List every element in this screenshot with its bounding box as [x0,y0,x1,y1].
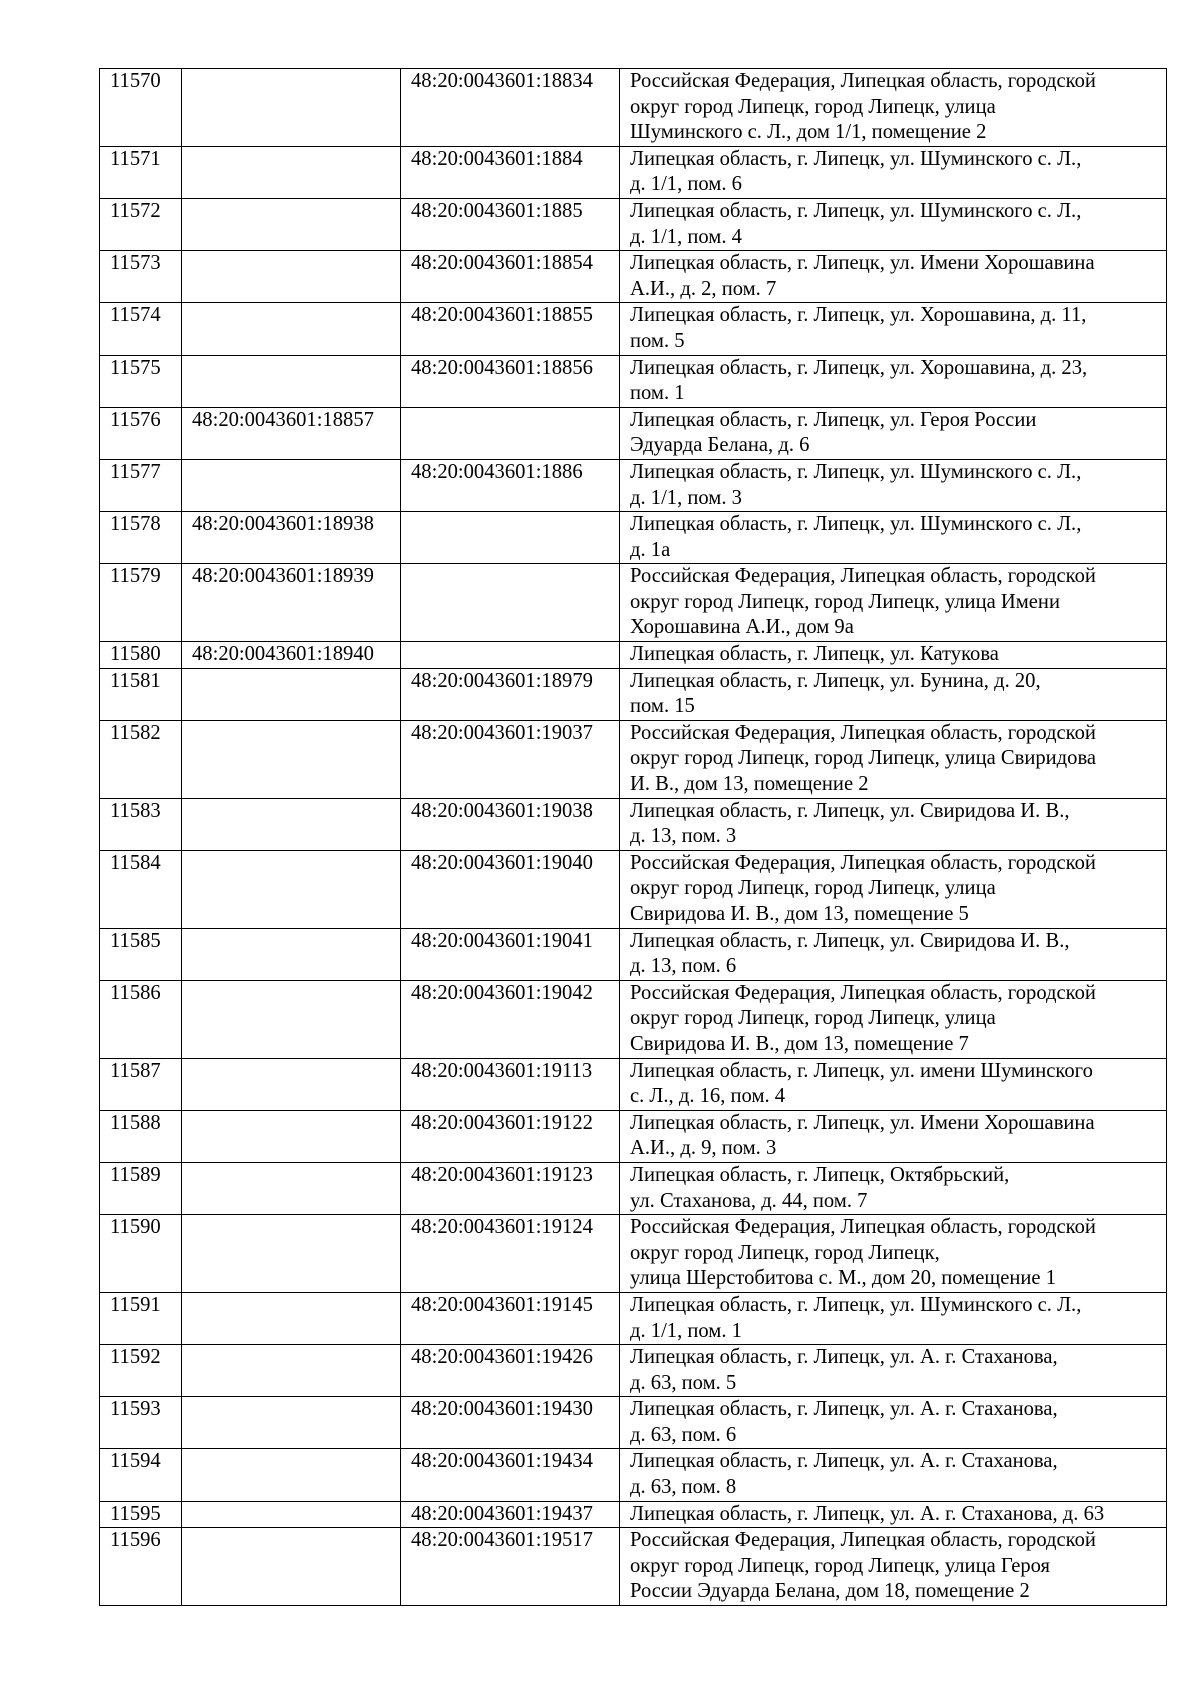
address-line: д. 1/1, пом. 1 [630,1319,742,1342]
address-line: Свиридова И. В., дом 13, помещение 7 [630,1032,969,1055]
address-line: Липецкая область, г. Липецк, ул. А. г. Стаханова, д. 63 [630,1502,1105,1525]
premises-cadastral-number-cell: 48:20:0043601:18979 [401,668,620,720]
cadastral-number-cell [182,798,401,850]
premises-cadastral-number-cell: 48:20:0043601:18834 [401,69,620,147]
address-line: Российская Федерация, Липецкая область, городской [630,565,1096,588]
address-cell [620,1501,1167,1528]
address-line: А.И., д. 9, пом. 3 [630,1137,777,1160]
table-row [100,798,1167,850]
row-number-cell: 11578 [100,512,182,564]
address-line: Липецкая область, г. Липецк, ул. Имени Хорошавина [630,252,1095,275]
table-row [100,1110,1167,1162]
table-row [100,1162,1167,1214]
premises-cadastral-number-cell: 48:20:0043601:19038 [401,798,620,850]
cadastral-number-cell [182,1345,401,1397]
table-row [100,668,1167,720]
premises-cadastral-number-cell: 48:20:0043601:19437 [401,1501,620,1528]
cadastral-number-cell [182,980,401,1058]
address-cell [620,303,1167,355]
address-cell [620,407,1167,459]
table-row [100,251,1167,303]
address-cell [620,798,1167,850]
address-cell [620,720,1167,798]
row-number-cell: 11574 [100,303,182,355]
table-row [100,1528,1167,1606]
address-cell [620,642,1167,669]
property-register-table [99,68,1167,1606]
premises-cadastral-number-cell: 48:20:0043601:18856 [401,355,620,407]
premises-cadastral-number-cell [401,512,620,564]
table-row [100,1215,1167,1293]
row-number-cell: 11575 [100,355,182,407]
address-line: округ город Липецк, город Липецк, улица Героя [630,1554,1051,1577]
address-line: И. В., дом 13, помещение 2 [630,773,869,796]
address-line: Липецкая область, г. Липецк, ул. Шуминского с. Л., [630,460,1082,483]
address-line: д. 13, пом. 3 [630,825,737,848]
address-cell [620,459,1167,511]
address-line: с. Л., д. 16, пом. 4 [630,1085,786,1108]
address-cell [620,1449,1167,1501]
cadastral-number-cell [182,459,401,511]
row-number-cell: 11594 [100,1449,182,1501]
address-line: России Эдуарда Белана, дом 18, помещение 2 [630,1580,1030,1603]
address-line: Липецкая область, г. Липецк, ул. А. г. Стаханова, [630,1450,1058,1473]
cadastral-number-cell [182,1397,401,1449]
address-cell [620,1397,1167,1449]
premises-cadastral-number-cell: 48:20:0043601:1886 [401,459,620,511]
table-row [100,1292,1167,1344]
table-row [100,459,1167,511]
table-row [100,1058,1167,1110]
address-cell [620,1345,1167,1397]
address-line: округ город Липецк, город Липецк, улица Имени [630,590,1060,613]
cadastral-number-cell [182,146,401,198]
address-line: пом. 15 [630,695,695,718]
row-number-cell: 11587 [100,1058,182,1110]
table-row [100,355,1167,407]
row-number-cell: 11572 [100,198,182,250]
cadastral-number-cell [182,69,401,147]
row-number-cell: 11585 [100,928,182,980]
address-line: улица Шерстобитова с. М., дом 20, помещение 1 [630,1267,1057,1290]
premises-cadastral-number-cell: 48:20:0043601:19113 [401,1058,620,1110]
address-cell [620,668,1167,720]
address-line: округ город Липецк, город Липецк, улица [630,1007,996,1030]
address-cell [620,198,1167,250]
address-line: Липецкая область, г. Липецк, Октябрьский, [630,1163,1010,1186]
cadastral-number-cell [182,1058,401,1110]
address-line: округ город Липецк, город Липецк, улица [630,877,996,900]
address-cell [620,512,1167,564]
address-line: Липецкая область, г. Липецк, ул. Шуминского с. Л., [630,513,1082,536]
table-row [100,980,1167,1058]
address-line: А.И., д. 2, пом. 7 [630,277,777,300]
row-number-cell: 11595 [100,1501,182,1528]
cadastral-number-cell [182,355,401,407]
address-line: Липецкая область, г. Липецк, ул. Катукова [630,643,999,666]
address-line: д. 1/1, пом. 3 [630,486,742,509]
address-line: Липецкая область, г. Липецк, ул. Имени Хорошавина [630,1111,1095,1134]
premises-cadastral-number-cell: 48:20:0043601:19517 [401,1528,620,1606]
premises-cadastral-number-cell: 48:20:0043601:19042 [401,980,620,1058]
address-line: Липецкая область, г. Липецк, ул. Свиридова И. В., [630,799,1070,822]
address-cell [620,564,1167,642]
cadastral-number-cell [182,720,401,798]
address-line: д. 1/1, пом. 4 [630,225,742,248]
cadastral-number-cell [182,1110,401,1162]
address-line: Шуминского с. Л., дом 1/1, помещение 2 [630,121,987,144]
address-cell [620,980,1167,1058]
address-line: Липецкая область, г. Липецк, ул. имени Шуминского [630,1059,1093,1082]
address-line: ул. Стаханова, д. 44, пом. 7 [630,1189,868,1212]
premises-cadastral-number-cell: 48:20:0043601:1885 [401,198,620,250]
table-row [100,407,1167,459]
row-number-cell: 11592 [100,1345,182,1397]
address-line: д. 1а [630,538,671,561]
row-number-cell: 11596 [100,1528,182,1606]
cadastral-number-cell [182,198,401,250]
cadastral-number-cell [182,303,401,355]
premises-cadastral-number-cell: 48:20:0043601:19434 [401,1449,620,1501]
row-number-cell: 11576 [100,407,182,459]
table-row [100,720,1167,798]
address-cell [620,1162,1167,1214]
row-number-cell: 11571 [100,146,182,198]
premises-cadastral-number-cell: 48:20:0043601:19124 [401,1215,620,1293]
address-line: Хорошавина А.И., дом 9а [630,616,854,639]
cadastral-number-cell [182,1162,401,1214]
cadastral-number-cell [182,1528,401,1606]
row-number-cell: 11582 [100,720,182,798]
table-row [100,928,1167,980]
row-number-cell: 11583 [100,798,182,850]
address-line: Липецкая область, г. Липецк, ул. Шуминского с. Л., [630,199,1082,222]
table-row [100,198,1167,250]
address-line: Липецкая область, г. Липецк, ул. Свиридова И. В., [630,929,1070,952]
cadastral-number-cell [182,251,401,303]
cadastral-number-cell [182,1501,401,1528]
address-line: округ город Липецк, город Липецк, улица [630,95,996,118]
address-line: Липецкая область, г. Липецк, ул. Героя России [630,408,1037,431]
premises-cadastral-number-cell: 48:20:0043601:18854 [401,251,620,303]
cadastral-number-cell [182,1215,401,1293]
premises-cadastral-number-cell: 48:20:0043601:19123 [401,1162,620,1214]
address-line: Липецкая область, г. Липецк, ул. Шуминского с. Л., [630,147,1082,170]
row-number-cell: 11589 [100,1162,182,1214]
address-line: пом. 1 [630,382,685,405]
row-number-cell: 11581 [100,668,182,720]
premises-cadastral-number-cell: 48:20:0043601:19041 [401,928,620,980]
cadastral-number-cell: 48:20:0043601:18938 [182,512,401,564]
address-cell [620,850,1167,928]
table-row [100,1397,1167,1449]
address-cell [620,1528,1167,1606]
table-row [100,1345,1167,1397]
address-line: Свиридова И. В., дом 13, помещение 5 [630,903,969,925]
cadastral-number-cell [182,668,401,720]
table-row [100,69,1167,147]
address-line: Липецкая область, г. Липецк, ул. Хорошавина, д. 11, [630,304,1087,327]
cadastral-number-cell: 48:20:0043601:18939 [182,564,401,642]
row-number-cell: 11573 [100,251,182,303]
address-cell [620,1292,1167,1344]
address-line: Липецкая область, г. Липецк, ул. А. г. Стаханова, [630,1346,1058,1369]
address-line: Российская Федерация, Липецкая область, городской [630,1216,1096,1239]
address-line: округ город Липецк, город Липецк, улица Свиридова [630,747,1097,770]
address-line: Липецкая область, г. Липецк, ул. Бунина, д. 20, [630,669,1041,692]
cadastral-number-cell: 48:20:0043601:18940 [182,642,401,669]
row-number-cell: 11584 [100,850,182,928]
address-line: Липецкая область, г. Липецк, ул. Шуминского с. Л., [630,1293,1082,1316]
address-line: д. 63, пом. 6 [630,1423,737,1446]
row-number-cell: 11580 [100,642,182,669]
premises-cadastral-number-cell: 48:20:0043601:19430 [401,1397,620,1449]
address-line: д. 63, пом. 8 [630,1476,737,1499]
table-row [100,564,1167,642]
row-number-cell: 11591 [100,1292,182,1344]
address-cell [620,1110,1167,1162]
row-number-cell: 11570 [100,69,182,147]
row-number-cell: 11586 [100,980,182,1058]
cadastral-number-cell: 48:20:0043601:18857 [182,407,401,459]
address-line: Российская Федерация, Липецкая область, городской [630,1529,1096,1552]
address-line: пом. 5 [630,329,685,352]
row-number-cell: 11577 [100,459,182,511]
table-row [100,642,1167,669]
table-row [100,850,1167,928]
table-row [100,512,1167,564]
address-cell [620,146,1167,198]
address-line: Российская Федерация, Липецкая область, городской [630,70,1096,92]
premises-cadastral-number-cell: 48:20:0043601:19037 [401,720,620,798]
premises-cadastral-number-cell [401,407,620,459]
address-line: Российская Федерация, Липецкая область, городской [630,981,1096,1004]
address-cell [620,928,1167,980]
table-body [100,69,1167,1606]
row-number-cell: 11590 [100,1215,182,1293]
row-number-cell: 11588 [100,1110,182,1162]
table-row [100,303,1167,355]
address-line: Российская Федерация, Липецкая область, городской [630,721,1096,744]
cadastral-number-cell [182,1292,401,1344]
premises-cadastral-number-cell: 48:20:0043601:19040 [401,850,620,928]
address-line: Российская Федерация, Липецкая область, городской [630,851,1096,874]
row-number-cell: 11593 [100,1397,182,1449]
cadastral-number-cell [182,850,401,928]
table-row [100,146,1167,198]
premises-cadastral-number-cell [401,642,620,669]
address-cell [620,251,1167,303]
address-line: Липецкая область, г. Липецк, ул. Хорошавина, д. 23, [630,356,1088,379]
premises-cadastral-number-cell: 48:20:0043601:1884 [401,146,620,198]
address-line: д. 1/1, пом. 6 [630,173,742,196]
premises-cadastral-number-cell: 48:20:0043601:19122 [401,1110,620,1162]
premises-cadastral-number-cell: 48:20:0043601:19145 [401,1292,620,1344]
address-line: Липецкая область, г. Липецк, ул. А. г. Стаханова, [630,1398,1058,1421]
address-line: д. 13, пом. 6 [630,955,737,978]
address-cell [620,1058,1167,1110]
premises-cadastral-number-cell [401,564,620,642]
cadastral-number-cell [182,928,401,980]
row-number-cell: 11579 [100,564,182,642]
table-row [100,1501,1167,1528]
table-row [100,1449,1167,1501]
address-cell [620,355,1167,407]
address-line: Эдуарда Белана, д. 6 [630,434,810,457]
address-line: д. 63, пом. 5 [630,1371,737,1394]
address-line: округ город Липецк, город Липецк, [630,1241,940,1264]
address-cell [620,1215,1167,1293]
address-cell [620,69,1167,147]
premises-cadastral-number-cell: 48:20:0043601:18855 [401,303,620,355]
cadastral-number-cell [182,1449,401,1501]
premises-cadastral-number-cell: 48:20:0043601:19426 [401,1345,620,1397]
